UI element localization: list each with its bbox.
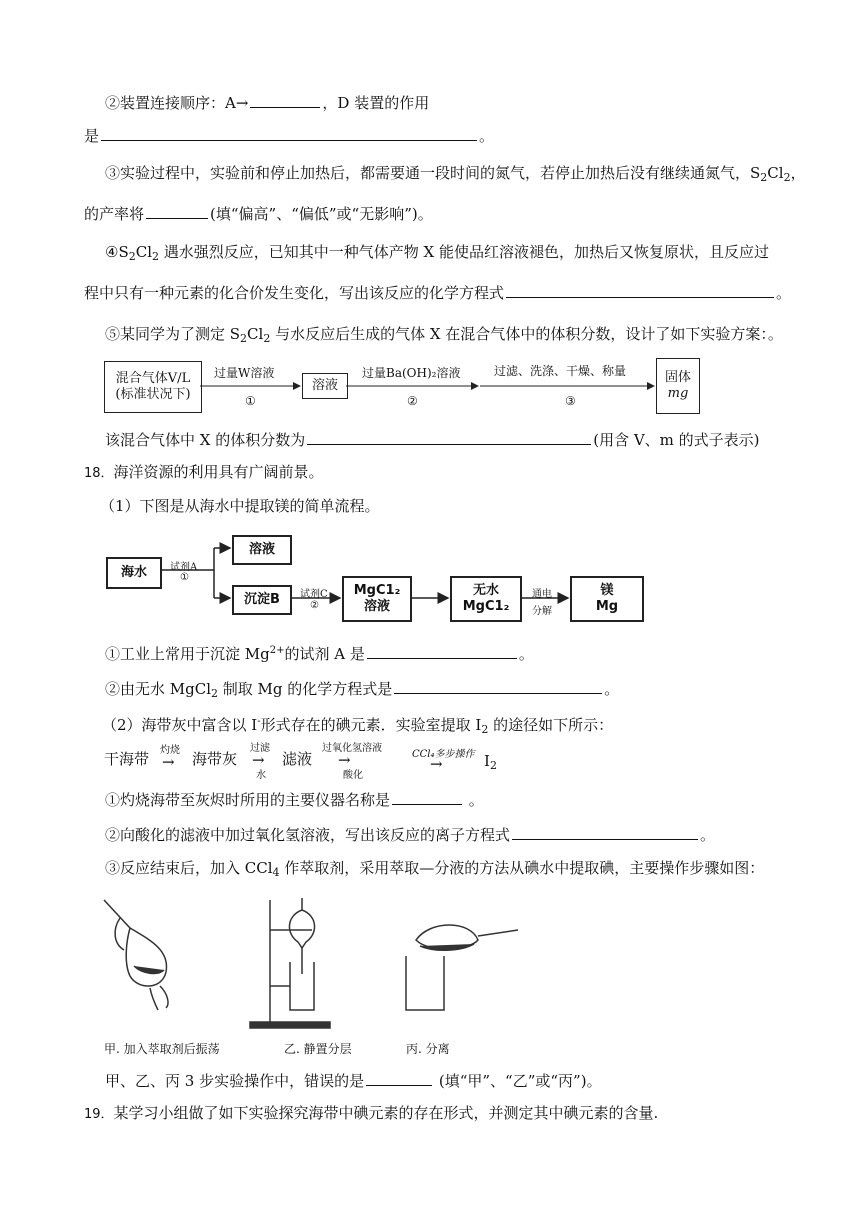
q18-sub3: ①灼烧海带至灰烬时所用的主要仪器名称是 。 [105,788,484,810]
q18-sub5: ③反应结束后，加入 CCl$_4$ 作萃取剂，采用萃取—分液的方法从碘水中提取碘，主要操作步骤如图： [105,859,765,879]
flow-precipitate-b: 沉淀B [232,585,292,615]
flow-arrow2-label: 过量Ba(OH)₂溶液 [362,366,461,380]
route-burn: 灼烧 [160,745,180,756]
q18-part2: （2）海带灰中富含以 I-形式存在的碘元素．实验室提取 $I_2$ 的途径如下所示： [102,716,614,736]
q18-part1: （1）下图是从海水中提取镁的简单流程。 [100,497,380,515]
answer-blank[interactable] [394,677,602,694]
route-arrow2: → [252,751,265,769]
label-electrify: 通电 [532,589,552,600]
flow-magnesium: 镁 Mg [570,576,644,622]
label-reagent-c: 试剂C [300,589,328,600]
fig-label-jia: 甲. 加入萃取剂后振荡 [104,1042,220,1056]
q17-line-3b: 的产率将 (填“偏高”、“偏低”或“无影响”)。 [84,202,433,224]
q17-line-6: 该混合气体中 X 的体积分数为 (用含 V、m 的式子表示) [105,428,760,450]
label-step1: ① [180,572,189,583]
route-arrow3: → [338,751,351,769]
q18-sub2: ②由无水 MgCl$_2$ 制取 Mg 的化学方程式是 。 [105,677,619,704]
fig-label-yi: 乙. 静置分层 [284,1042,352,1056]
flow-seawater: 海水 [106,557,162,589]
answer-blank[interactable] [392,788,462,805]
shaking-funnel-icon [104,900,168,1010]
route-filter: 过滤 [250,743,270,754]
route-h2o2: 过氧化氢溶液 [322,743,382,754]
route-i2: $I_2$ [484,752,497,772]
q18-sub4: ②向酸化的滤液中加过氧化氢溶液，写出该反应的离子方程式 。 [105,823,715,845]
q17-line-3: ③实验过程中，实验前和停止加热后，都需要通一段时间的氮气，若停止加热后没有继续通氮气，$S_2Cl_2$， [105,164,806,184]
route-arrow4: → [430,755,443,773]
separation-beaker-icon [406,925,518,1010]
label-step2: ② [310,600,319,611]
flow-step1: ① [245,394,256,408]
q18-stem: 18．海洋资源的利用具有广阔前景。 [84,463,324,481]
flow-step2: ② [407,394,418,408]
q18-sub6: 甲、乙、丙 3 步实验操作中，错误的是 (填“甲”、“乙”或“丙”)。 [105,1069,602,1091]
q18-sub1: ①工业上常用于沉淀 $Mg^{2+}$的试剂 A 是 。 [105,641,534,664]
ring-stand-icon [250,898,330,1028]
route-arrow1: → [162,753,175,771]
q17-line-2b: 是 。 [84,124,494,146]
route-acidify: 酸化 [343,770,363,781]
flow-box-solution: 溶液 [302,373,348,399]
flow-arrow3-label: 过滤、洗涤、干燥、称量 [494,364,627,378]
flow-step3: ③ [565,394,576,408]
label-decompose: 分解 [532,606,552,617]
q17-line-5: ⑤某同学为了测定 $S_2Cl_2$ 与水反应后生成的气体 X 在混合气体中的体积分数，设计了如下实验方案：。 [105,325,783,345]
route-ash: 海带灰 [192,750,238,768]
q19-stem: 19．某学习小组做了如下实验探究海带中碘元素的存在形式，并测定其中碘元素的含量. [84,1104,659,1122]
answer-blank[interactable] [367,642,517,659]
label-reagent-a: 试剂A [170,562,198,573]
flow-box-solid: 固体 mg [656,358,700,414]
answer-blank[interactable] [512,823,698,840]
route-ccl4: CCl₄多步操作 [412,749,475,760]
flow-arrow1-label: 过量W溶液 [214,366,275,380]
answer-blank[interactable] [366,1069,432,1086]
fig-label-bing: 丙. 分离 [406,1042,450,1056]
q17-line-2: ②装置连接顺序：A→ ，D 装置的作用 [105,91,429,113]
route-kelp: 干海带 [104,750,150,768]
apparatus-drawings [90,890,530,1030]
flow-mgcl2-solution: MgC1₂ 溶液 [342,576,412,622]
flow-solution: 溶液 [232,535,292,565]
route-water: 水 [256,770,266,781]
q17-line-4: $④S_2Cl_2$ 遇水强烈反应，已知其中一种气体产物 X 能使品红溶液褪色，加热后又恢复原状，且反应过 [105,243,770,263]
route-filtrate: 滤液 [282,750,313,768]
flow-box-mixed-gas: 混合气体V/L (标准状况下) [104,361,202,413]
q17-line-4b: 程中只有一种元素的化合价发生变化，写出该反应的化学方程式 。 [84,281,791,303]
flow-anhydrous-mgcl2: 无水 MgC1₂ [450,576,522,622]
